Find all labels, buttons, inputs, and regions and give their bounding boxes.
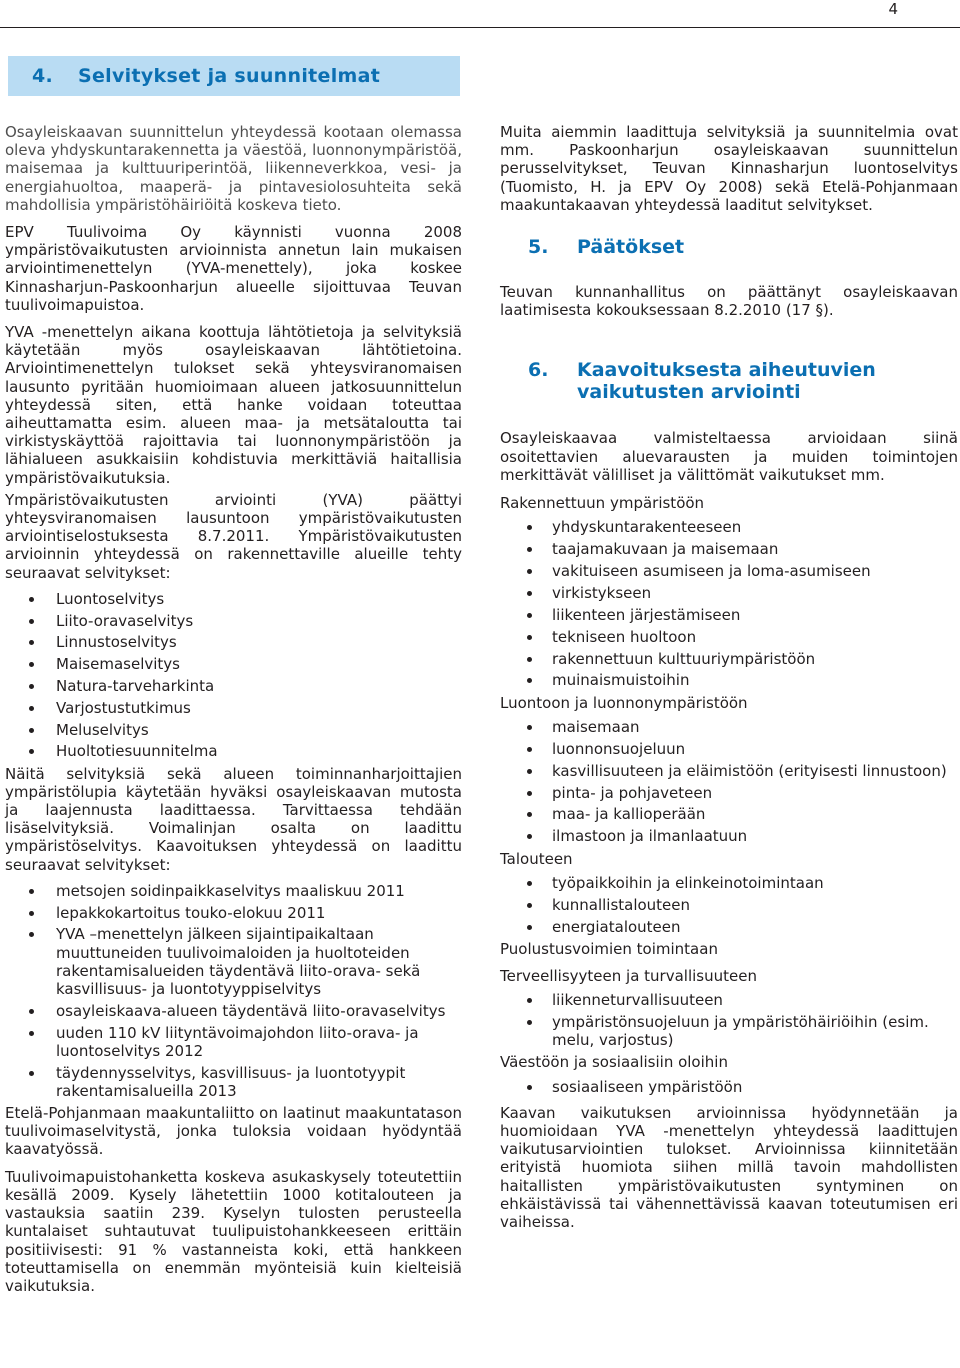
built-environment-list bbox=[500, 518, 958, 689]
header-rule bbox=[0, 27, 960, 28]
naita-paragraph: Näitä selvityksiä sekä alueen toiminnanharjoittajien ympäristölupia käytetään hyväksi osayleiskaavan mutosta ja laajennusta laadittaessa. Tarvittaessa tehdään lisäselvityksiä. Voimalinjan osalta on laadittu ympäristöselvitys. Kaavoituksen yhteydessä on laadittu seuraavat selvitykset: bbox=[5, 764, 462, 874]
list-item: Liito-oravaselvitys bbox=[5, 612, 462, 630]
list-item: Linnustoselvitys bbox=[5, 633, 462, 651]
group-label-nature: Luontoon ja luonnonympäristöön bbox=[500, 693, 748, 712]
list-item: energiatalouteen bbox=[500, 918, 958, 936]
left-column bbox=[5, 123, 462, 1304]
population-list bbox=[500, 1078, 958, 1096]
section-6-number: 6. bbox=[528, 359, 549, 382]
list-item: taajamakuvaan ja maisemaan bbox=[500, 540, 958, 558]
list-item: tekniseen huoltoon bbox=[500, 628, 958, 646]
list-item: Maisemaselvitys bbox=[5, 655, 462, 673]
list-item: ympäristönsuojeluun ja ympäristöhäiriöihin (esim. melu, varjostus) bbox=[500, 1013, 958, 1049]
epv-paragraph: EPV Tuulivoima Oy käynnisti vuonna 2008 ympäristövaikutusten arvioinnista annetun lain mukaisen arviointimenettelyn (YVA-menettely), joka koskee Kinnasharjun-Paskoonharjun alueelle sijoittuvaa Teuvan tuulivoimapuistoa. bbox=[5, 223, 462, 314]
list-item: uuden 110 kV liityntävoimajohdon liito-orava- ja luontoselvitys 2012 bbox=[5, 1024, 462, 1060]
list-item: luonnonsuojeluun bbox=[500, 740, 958, 758]
list-item: Luontoselvitys bbox=[5, 590, 462, 608]
decision-paragraph: Teuvan kunnanhallitus on päättänyt osayleiskaavan laatimisesta kokouksessaan 8.2.2010 (17 §). bbox=[500, 283, 958, 320]
list-item: ilmastoon ja ilmanlaatuun bbox=[500, 827, 958, 845]
section-4-heading bbox=[8, 56, 460, 96]
yva-end-paragraph: Ympäristövaikutusten arviointi (YVA) päättyi yhteysviranomaisen lausuntoon ympäristövaikutusten arviointiselostuksesta 8.7.2011. Ympäristövaikutusten arvioinnin yhteydessä on rakennettaville alueille tehty seuraavat selvitykset: bbox=[5, 490, 462, 582]
list-item: Varjostustutkimus bbox=[5, 699, 462, 717]
section-5-number: 5. bbox=[528, 236, 549, 259]
etela-pohjanmaa-paragraph: Etelä-Pohjanmaan maakuntaliitto on laatinut maakuntatason tuulivoimaselvitystä, jonka tuloksia voidaan hyödyntää kaavatyössä. bbox=[5, 1104, 462, 1159]
group-label-economy: Talouteen bbox=[500, 849, 573, 868]
resident-survey-paragraph: Tuulivoimapuistohanketta koskeva asukaskysely toteutettiin kesällä 2009. Kysely lähetettiin 1000 kotitalouteen ja vastauksia saatiin 239. Kyselyn tulosten perusteella kuntalaiset suhtautuvat tuulipuistohankkeeseen erittäin positiivisesti: 91 % vastanneista koki, että hankkeen toteuttamisella on enemmän myönteisiä kuin kielteisiä vaikutuksia. bbox=[5, 1167, 462, 1295]
list-item: Huoltotiesuunnitelma bbox=[5, 742, 462, 760]
group-label-population: Väestöön ja sosiaalisiin oloihin bbox=[500, 1053, 728, 1072]
health-list bbox=[500, 991, 958, 1049]
list-item: Natura-tarveharkinta bbox=[5, 677, 462, 695]
list-item: yhdyskuntarakenteeseen bbox=[500, 518, 958, 536]
economy-list bbox=[500, 874, 958, 936]
section-6-heading bbox=[500, 359, 958, 403]
list-item: liikenteen järjestämiseen bbox=[500, 606, 958, 624]
list-item: Meluselvitys bbox=[5, 721, 462, 739]
list-item: sosiaaliseen ympäristöön bbox=[500, 1078, 958, 1096]
list-item: vakituiseen asumiseen ja loma-asumiseen bbox=[500, 562, 958, 580]
impact-assessment-paragraph: Kaavan vaikutuksen arvioinnissa hyödynnetään ja huomioidaan YVA -menettelyn yhteydessä laadittujen vaikutusarviointien tulokset. Arvioinnissa kiinnitetään erityistä huomiota siihen millä tavoin mahdollisten haitallisten ympäristövaikutusten syntyminen on ehkäistävissä tai vähennettävissä kaavan toteutumisen eri vaiheissa. bbox=[500, 1103, 958, 1232]
other-surveys-paragraph: Muita aiemmin laadittuja selvityksiä ja suunnitelmia ovat mm. Paskoonharjun osayleiskaavan suunnittelun perusselvitykset, Teuvan Kinnasharjun luontoselvitys (Tuomisto, H. ja EPV Oy 2008) sekä Etelä-Pohjanmaan maakuntakaavan yhteydessä laaditut selvitykset. bbox=[500, 123, 958, 214]
list-item: rakennettuun kulttuuriympäristöön bbox=[500, 650, 958, 668]
assessment-intro-paragraph: Osayleiskaavaa valmisteltaessa arvioidaan siinä osoitettavien aluevarausten ja muiden toimintojen merkittävät välilliset ja välittömät vaikutukset mm. bbox=[500, 429, 958, 484]
list-item: kasvillisuuteen ja eläimistöön (erityisesti linnustoon) bbox=[500, 762, 958, 780]
section-6-title: Kaavoituksesta aiheutuvien vaikutusten arviointi bbox=[577, 359, 876, 404]
yva-paragraph: YVA -menettelyn aikana koottuja lähtötietoja ja selvityksiä käytetään myös osayleiskaavan lähtötietoina. Arviointimenettelyn tulokset sekä yhteysviranomaisen lausunto pyritään huomioimaan alueen jatkosuunnittelun yhteydessä siten, että hanke voidaan toteuttaa aiheuttamatta esim. alueen maa- ja metsätaloutta tai virkistyskäyttöä rajoittavia tai luonnonympäristöön ja lähialueen asukkaisiin kohdistuvia merkittäviä haitallisia ympäristövaikutuksia. bbox=[5, 323, 462, 487]
section-5-heading bbox=[500, 236, 958, 258]
list-item: maisemaan bbox=[500, 718, 958, 736]
group-label-defence: Puolustusvoimien toimintaan bbox=[500, 939, 718, 958]
list-item: täydennysselvitys, kasvillisuus- ja luontotyypit rakentamisalueilla 2013 bbox=[5, 1064, 462, 1100]
section-4-number: 4. bbox=[32, 65, 54, 87]
list-item: maa- ja kallioperään bbox=[500, 805, 958, 823]
list-item: kunnallistalouteen bbox=[500, 896, 958, 914]
list-item: liikenneturvallisuuteen bbox=[500, 991, 958, 1009]
section-5-title: Päätökset bbox=[577, 236, 685, 259]
right-column bbox=[500, 123, 958, 1240]
group-label-health: Terveellisyyteen ja turvallisuuteen bbox=[500, 966, 757, 985]
intro-paragraph: Osayleiskaavan suunnittelun yhteydessä kootaan olemassa oleva yhdyskuntarakennetta ja väestöä, luonnonympäristöä, maisemaa ja kulttuuriperintöä, liikenneverkkoa, vesi- ja energiahuoltoa, maaperä- ja pintavesiolosuhteita sekä mahdollisia ympäristöhäiriöitä koskeva tieto. bbox=[5, 123, 462, 214]
list-item: muinaismuistoihin bbox=[500, 671, 958, 689]
page-number: 4 bbox=[888, 0, 898, 18]
nature-list bbox=[500, 718, 958, 846]
list-item: lepakkokartoitus touko-elokuu 2011 bbox=[5, 904, 462, 922]
list-item: osayleiskaava-alueen täydentävä liito-oravaselvitys bbox=[5, 1002, 462, 1020]
list-item: työpaikkoihin ja elinkeinotoimintaan bbox=[500, 874, 958, 892]
list-item: virkistykseen bbox=[500, 584, 958, 602]
zoning-survey-list bbox=[5, 882, 462, 1100]
list-item: YVA –menettelyn jälkeen sijaintipaikaltaan muuttuneiden tuulivoimaloiden ja huoltoteiden rakentamisalueiden täydentävä liito-orava- sekä kasvillisuus- ja luontotyyppiselvitys bbox=[5, 925, 462, 998]
list-item: pinta- ja pohjaveteen bbox=[500, 784, 958, 802]
yva-survey-list bbox=[5, 590, 462, 761]
section-4-title: Selvitykset ja suunnitelmat bbox=[78, 65, 381, 87]
group-label-built: Rakennettuun ympäristöön bbox=[500, 494, 705, 513]
list-item: metsojen soidinpaikkaselvitys maaliskuu 2011 bbox=[5, 882, 462, 900]
